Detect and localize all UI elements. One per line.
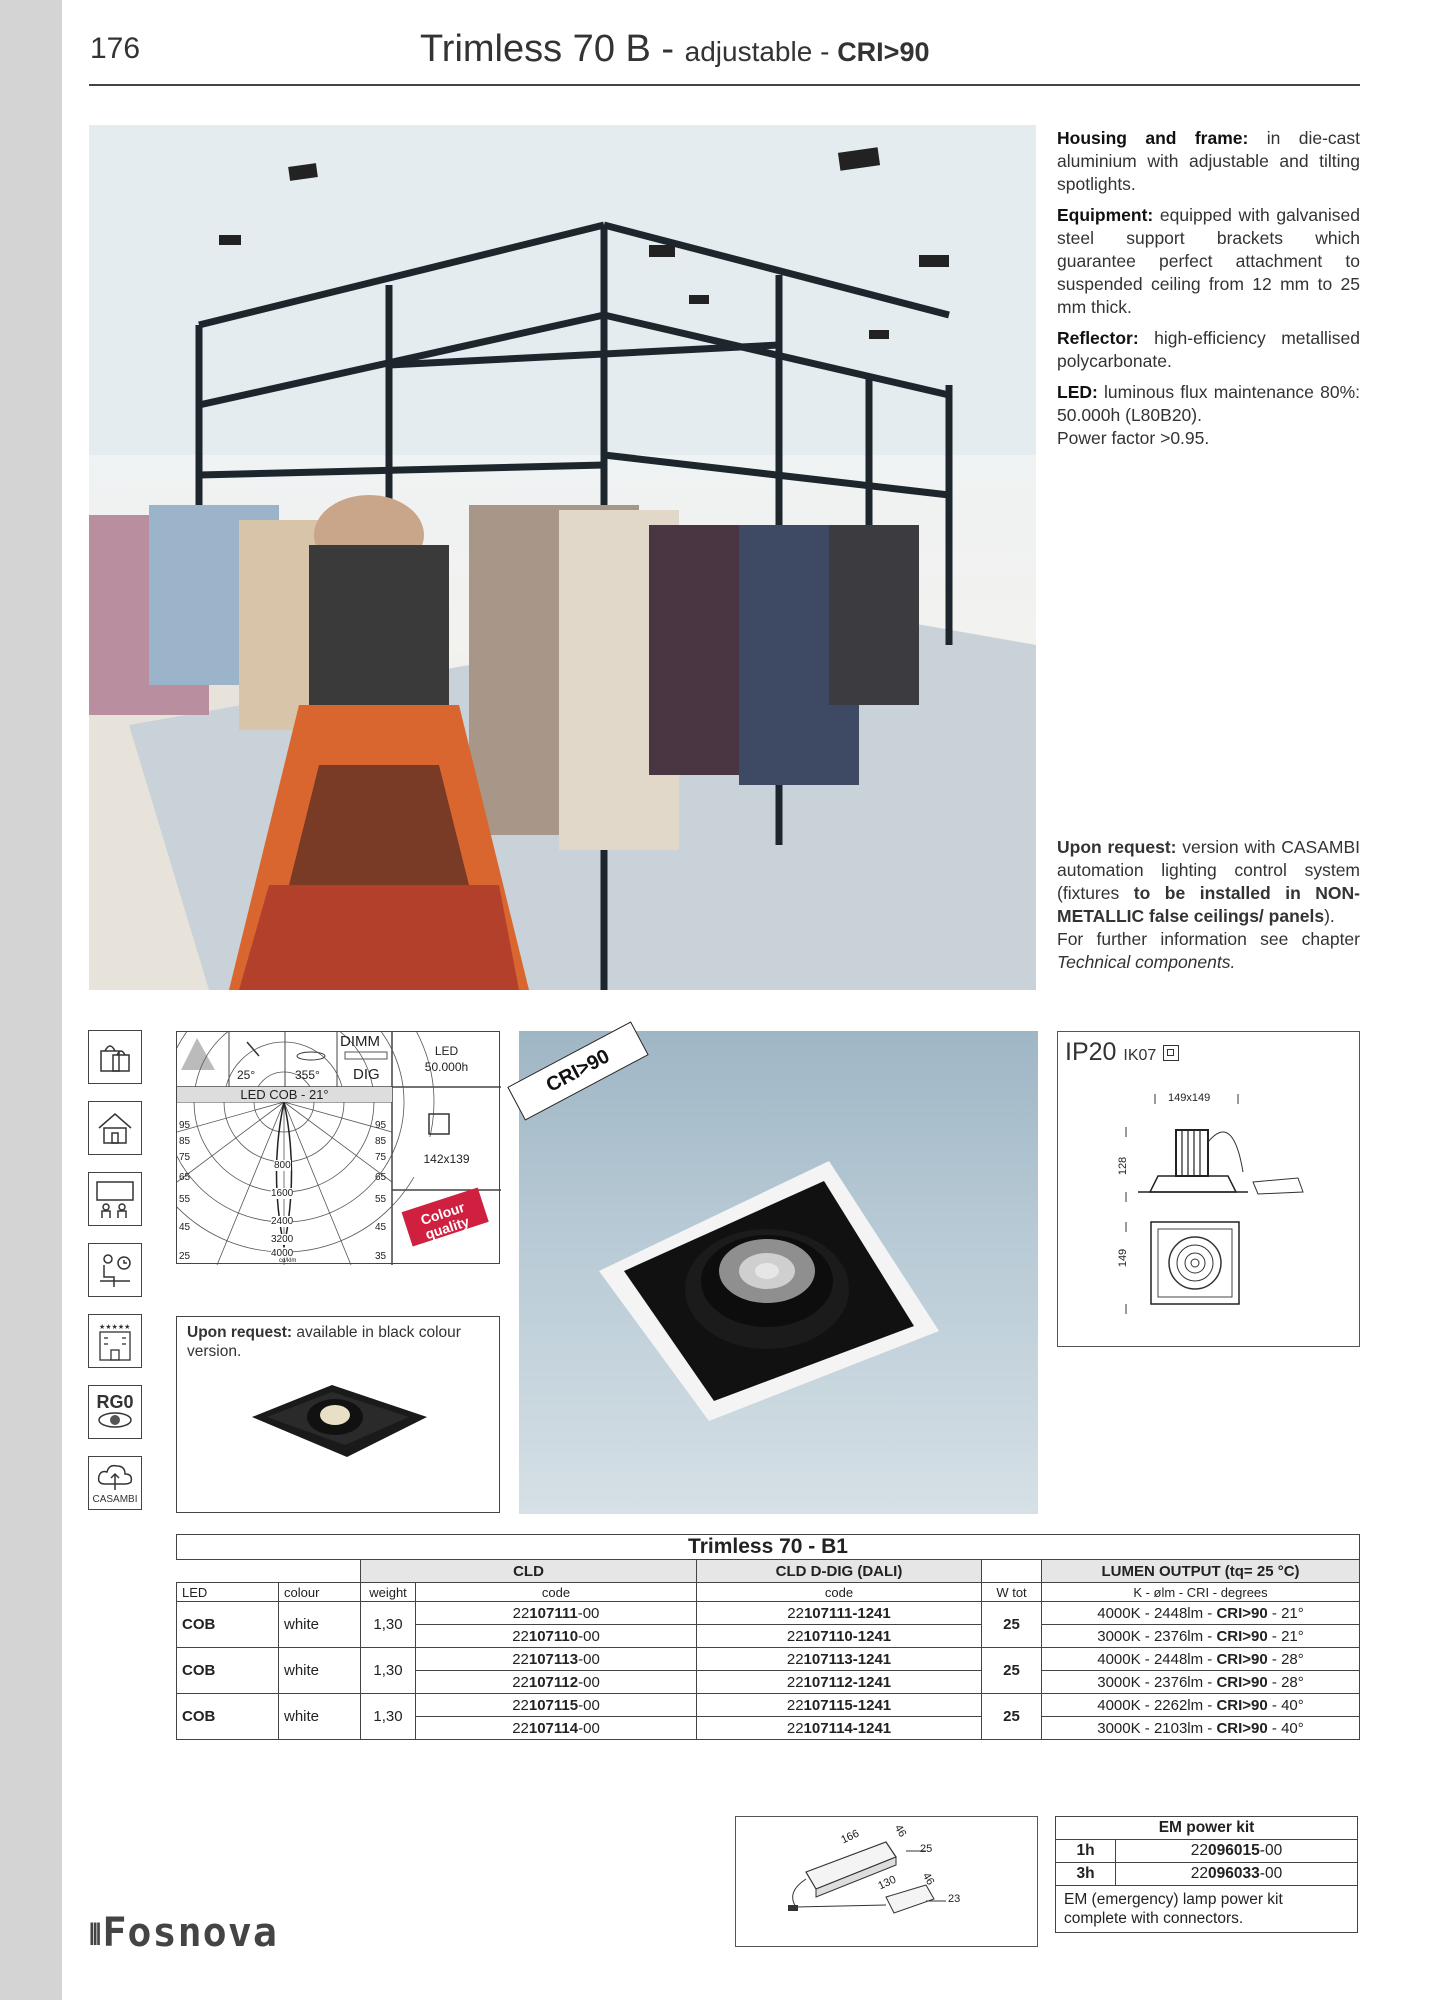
dimensions-box — [1057, 1031, 1360, 1347]
col-wtot: W tot — [982, 1583, 1042, 1602]
table-row: 3h 22096033-00 — [1056, 1863, 1358, 1886]
polar-right-angle: 35 — [375, 1251, 387, 1262]
spec-equipment: Equipment: equipped with galvanised steel support brackets which guarantee perfect attachment to suspended ceiling from 12 mm to 25 mm thick. — [1057, 205, 1360, 317]
table-row: COB white 1,30 22107111-00 22107111-1241 25 4000K - 2448lm - CRI>90 - 21° — [177, 1602, 1360, 1625]
em-kit-title: EM power kit — [1056, 1817, 1358, 1840]
col-weight: weight — [361, 1583, 416, 1602]
black-version-box — [176, 1316, 500, 1513]
polar-unit: cd/klm — [279, 1258, 297, 1264]
group-dali: CLD D-DIG (DALI) — [697, 1560, 982, 1583]
page-number: 176 — [90, 32, 141, 65]
polar-left-angle: 45 — [179, 1222, 191, 1233]
header-rule — [89, 84, 1360, 86]
tilt-angle: 25° — [237, 1068, 256, 1082]
em-dim-w2: 46 — [919, 1870, 937, 1888]
table-row: 1h 22096015-00 — [1056, 1840, 1358, 1863]
cri-badge: CRI>90 — [507, 1021, 648, 1120]
group-lumen: LUMEN OUTPUT (tq= 25 °C) — [1042, 1560, 1360, 1583]
em-dim-w1: 46 — [891, 1822, 909, 1840]
dim-depth: 149 — [1117, 1248, 1130, 1268]
polar-right-angle: 65 — [375, 1172, 387, 1183]
polar-right-angle: 95 — [375, 1120, 387, 1131]
title-sep: - — [812, 36, 838, 67]
page-title — [420, 28, 1120, 71]
em-kit-note: EM (emergency) lamp power kit complete with connectors. — [1056, 1886, 1358, 1933]
table-row: 22107110-00 22107110-1241 3000K - 2376lm - CRI>90 - 21° — [177, 1625, 1360, 1648]
hotel-icon — [88, 1314, 142, 1368]
table-row: COB white 1,30 22107115-00 22107115-1241 25 4000K - 2262lm - CRI>90 - 40° — [177, 1694, 1360, 1717]
em-dim-len2: 130 — [876, 1873, 899, 1893]
led-hours: 50.000h — [424, 1060, 469, 1074]
group-cld: CLD — [361, 1560, 697, 1583]
svg-text:★★★★★: ★★★★★ — [99, 1324, 131, 1331]
spec-led: LED: luminous flux maintenance 80%: 50.000h (L80B20). Power factor >0.95. — [1057, 382, 1360, 448]
title-sub: adjustable — [684, 36, 813, 67]
polar-right-angle: 85 — [375, 1136, 387, 1147]
col-lumen: K - ølm - CRI - degrees — [1042, 1583, 1360, 1602]
em-kit-table — [1055, 1816, 1358, 1933]
spec-housing: Housing and frame: in die-cast aluminium with adjustable and tilting spotlights. — [1057, 128, 1360, 194]
table-row: 22107114-00 22107114-1241 3000K - 2103lm - CRI>90 - 40° — [177, 1717, 1360, 1740]
spec-reflector: Reflector: high-efficiency metallised polycarbonate. — [1057, 328, 1360, 371]
side-bar — [0, 0, 62, 2000]
polar-value: 800 — [274, 1160, 291, 1171]
rotate-angle: 355° — [295, 1068, 320, 1082]
colour-quality-badge: Colour quality — [418, 1198, 472, 1243]
title-main: Trimless 70 B — [420, 28, 651, 70]
col-colour: colour — [279, 1583, 361, 1602]
polar-left-angle: 55 — [179, 1194, 191, 1205]
dig-label: DIG — [353, 1066, 380, 1083]
product-table — [176, 1534, 1360, 1740]
em-dim-len1: 166 — [839, 1827, 862, 1847]
table-title: Trimless 70 - B1 — [177, 1535, 1360, 1560]
polar-right-angle: 45 — [375, 1222, 387, 1233]
black-version-text: Upon request: available in black colour version. — [187, 1324, 461, 1360]
office-worker-icon — [88, 1243, 142, 1297]
ip-rating: IP20 IK07 — [1065, 1038, 1179, 1067]
polar-value: 4000 — [271, 1248, 294, 1259]
store-photo — [89, 125, 1036, 990]
brand-logo: ⦀Fosnova — [89, 1910, 278, 1956]
rg0-eye-icon — [88, 1385, 142, 1439]
dimm-label: DIMM — [340, 1033, 380, 1050]
polar-value: 1600 — [271, 1188, 294, 1199]
casambi-cloud-icon — [88, 1456, 142, 1510]
specs-text — [1057, 127, 1360, 458]
em-dim-h1: 25 — [920, 1843, 933, 1855]
dim-width: 149x149 — [1168, 1092, 1211, 1104]
casambi-label: CASAMBI — [92, 1493, 138, 1505]
title-cri: CRI>90 — [837, 37, 930, 67]
led-label: LED — [434, 1044, 459, 1058]
em-kit-drawing — [735, 1816, 1038, 1947]
polar-left-angle: 25 — [179, 1251, 191, 1262]
product-photo — [519, 1031, 1038, 1514]
house-icon — [88, 1101, 142, 1155]
photometric-diagram — [176, 1031, 500, 1264]
table-row: 22107112-00 22107112-1241 3000K - 2376lm - CRI>90 - 28° — [177, 1671, 1360, 1694]
title-sep: - — [650, 28, 685, 70]
polar-right-angle: 55 — [375, 1194, 387, 1205]
rg0-label: RG0 — [96, 1391, 134, 1412]
col-dali-code: code — [697, 1583, 982, 1602]
gallery-icon — [88, 1172, 142, 1226]
polar-left-angle: 65 — [179, 1172, 191, 1183]
polar-left-angle: 75 — [179, 1152, 191, 1163]
polar-title: LED COB - 21° — [177, 1087, 392, 1102]
application-icons — [88, 1030, 144, 1527]
polar-left-angle: 85 — [179, 1136, 191, 1147]
cutout-size: 142x139 — [423, 1152, 470, 1166]
table-row: COB white 1,30 22107113-00 22107113-1241 25 4000K - 2448lm - CRI>90 - 28° — [177, 1648, 1360, 1671]
polar-value: 2400 — [271, 1216, 294, 1227]
shop-bag-icon — [88, 1030, 142, 1084]
dim-height: 128 — [1117, 1156, 1130, 1176]
upon-request-text: Upon request: version with CASAMBI automation lighting control system (fixtures to be installed in NON-METALLIC false ceilings/ panels). For further information see chapter Technical components. — [1057, 837, 1360, 972]
polar-value: 3200 — [271, 1234, 294, 1245]
polar-left-angle: 95 — [179, 1120, 191, 1131]
em-dim-h2: 23 — [948, 1893, 961, 1905]
col-led: LED — [177, 1583, 279, 1602]
polar-right-angle: 75 — [375, 1152, 387, 1163]
col-cld-code: code — [416, 1583, 697, 1602]
